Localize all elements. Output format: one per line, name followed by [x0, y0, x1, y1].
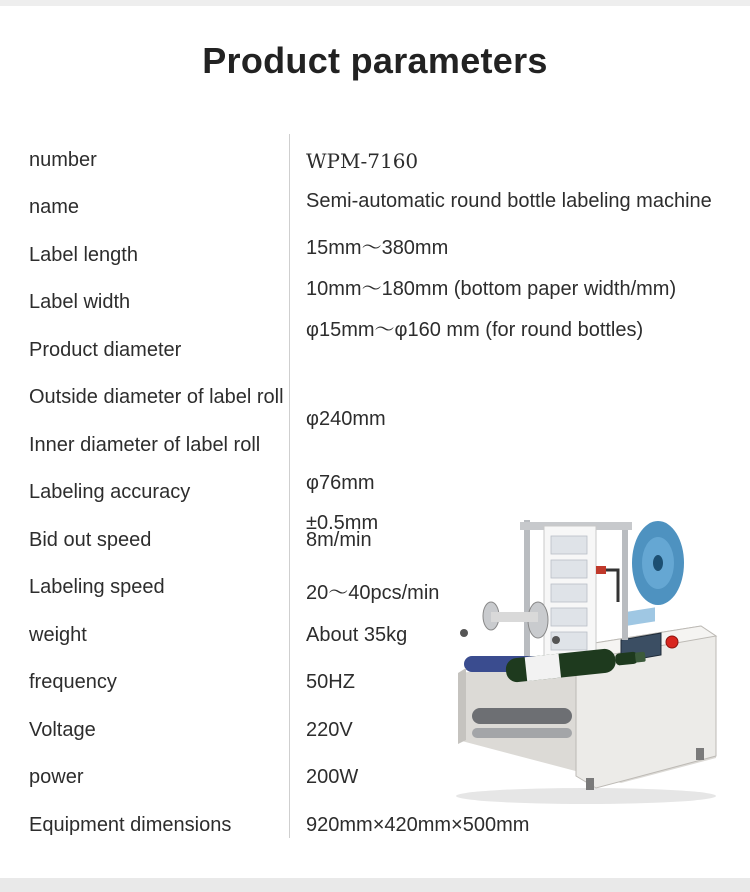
- value-labeling-speed: 20～40pcs/min: [306, 582, 440, 604]
- value-inner-diameter: φ76mm: [306, 472, 375, 494]
- label-name: name: [29, 196, 80, 218]
- bottom-border-strip: [0, 878, 750, 892]
- label-frequency: frequency: [29, 671, 117, 693]
- value-labeling-accuracy: ±0.5mm: [306, 512, 379, 534]
- page-title: Product parameters: [202, 40, 548, 81]
- top-border-strip: [0, 0, 750, 6]
- value-product-diameter: φ15mm～φ160 mm (for round bottles): [306, 319, 644, 341]
- value-equipment-dimensions: 920mm×420mm×500mm: [306, 814, 530, 836]
- label-bid-out-speed: Bid out speed: [29, 529, 152, 551]
- label-voltage: Voltage: [29, 719, 96, 741]
- value-frequency: 50HZ: [306, 671, 355, 693]
- label-power: power: [29, 766, 84, 788]
- label-equipment-dimensions: Equipment dimensions: [29, 814, 232, 836]
- value-outside-diameter: φ240mm: [306, 408, 386, 430]
- label-product-diameter: Product diameter: [29, 339, 182, 361]
- column-divider: [289, 134, 290, 838]
- value-bid-out-speed: 8m/min: [306, 529, 372, 551]
- value-label-width: 10mm～180mm (bottom paper width/mm): [306, 278, 677, 300]
- label-outside-diameter: Outside diameter of label roll: [29, 386, 284, 408]
- value-name: Semi-automatic round bottle labeling machine: [306, 190, 712, 212]
- label-inner-diameter: Inner diameter of label roll: [29, 434, 261, 456]
- value-number: WPM-7160: [306, 149, 419, 173]
- label-labeling-accuracy: Labeling accuracy: [29, 481, 191, 503]
- value-voltage: 220V: [306, 719, 353, 741]
- labeling-machine-image: [436, 508, 726, 808]
- label-label-width: Label width: [29, 291, 131, 313]
- label-number: number: [29, 149, 97, 171]
- value-weight: About 35kg: [306, 624, 408, 646]
- value-power: 200W: [306, 766, 359, 788]
- value-label-length: 15mm～380mm: [306, 237, 449, 259]
- label-label-length: Label length: [29, 244, 138, 266]
- label-labeling-speed: Labeling speed: [29, 576, 165, 598]
- label-weight: weight: [29, 624, 87, 646]
